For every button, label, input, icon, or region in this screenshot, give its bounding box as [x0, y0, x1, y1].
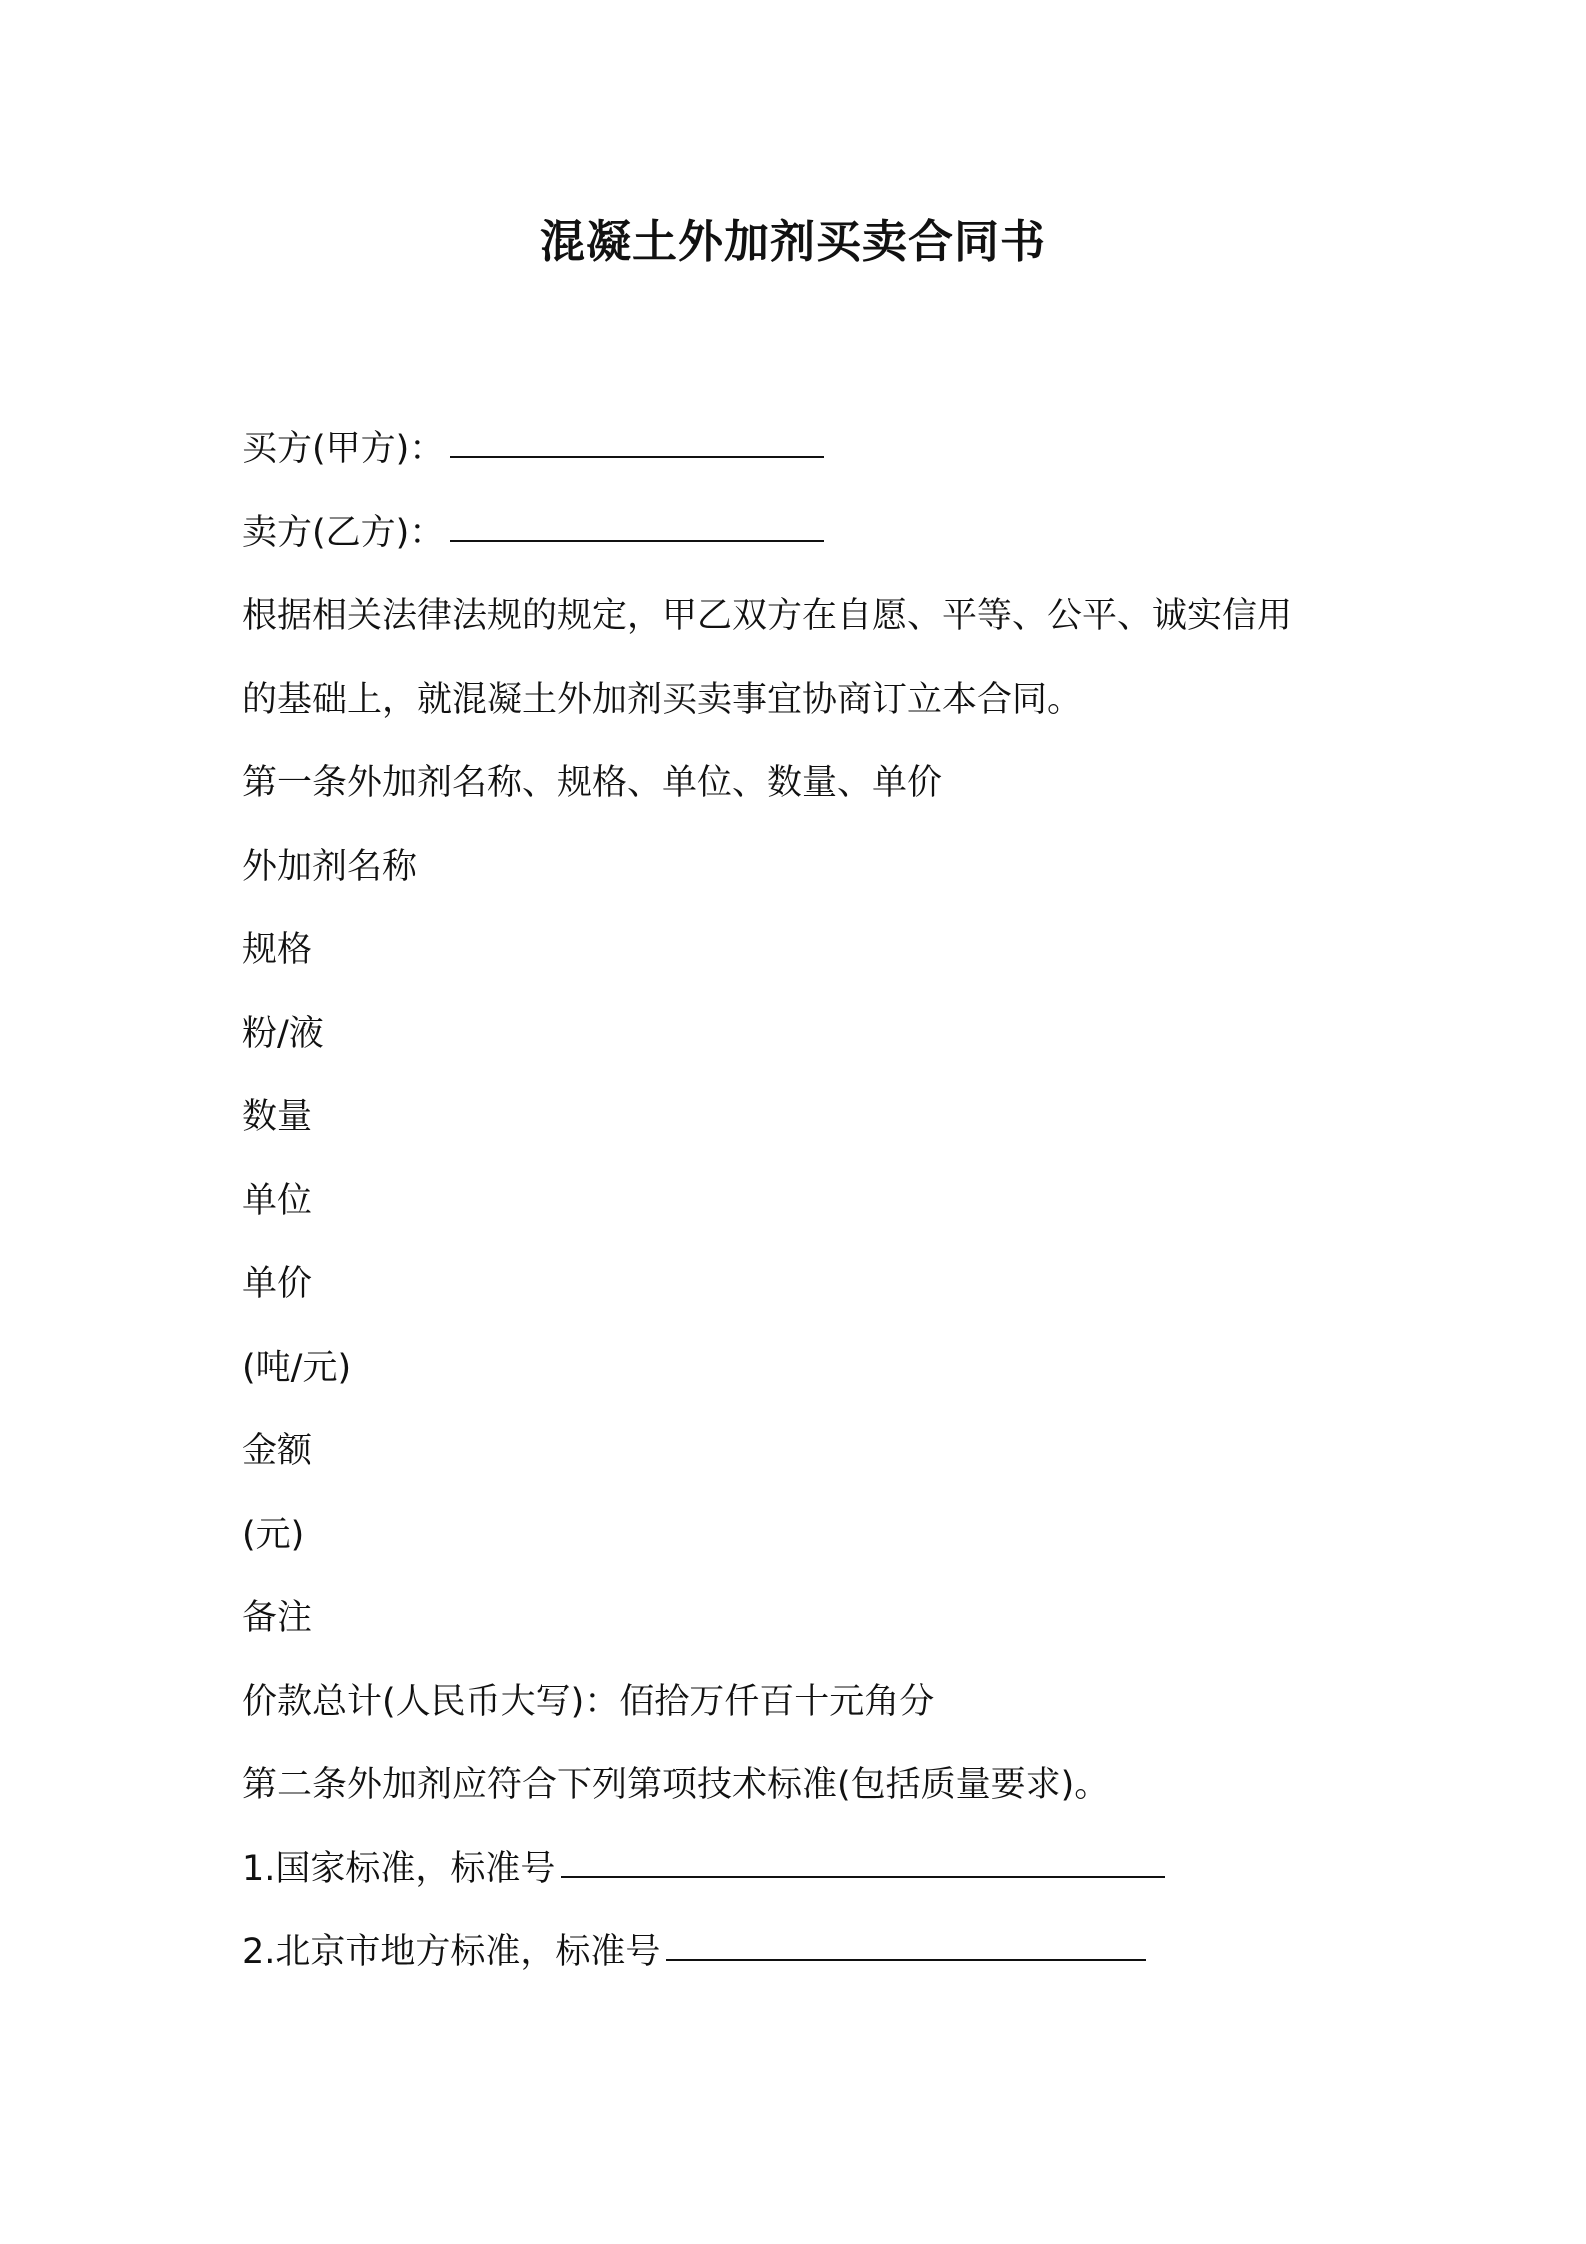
seller-label: 卖方(乙方)： [242, 512, 445, 553]
field-remarks: 备注 [242, 1598, 313, 1638]
standard-national-label: 1.国家标准，标准号 [242, 1848, 556, 1889]
article-2-heading: 第二条外加剂应符合下列第项技术标准(包括质量要求)。 [242, 1765, 1110, 1805]
field-amount-unit: (元) [242, 1514, 305, 1555]
field-unit-price: 单价 [242, 1264, 313, 1304]
seller-line [242, 492, 1372, 576]
buyer-label: 买方(甲方)： [242, 429, 445, 469]
field-form: 粉/液 [242, 1013, 324, 1054]
seller-blank [450, 539, 824, 542]
standard-beijing-label: 2.北京市地方标准，标准号 [242, 1932, 661, 1972]
field-amount: 金额 [242, 1431, 313, 1471]
field-name: 外加剂名称 [242, 846, 418, 887]
field-unit: 单位 [242, 1180, 313, 1221]
intro-line-1: 根据相关法律法规的规定，甲乙双方在自愿、平等、公平、诚实信用 [242, 596, 1293, 636]
field-unit-price-unit: (吨/元) [242, 1347, 352, 1388]
intro-line-2: 的基础上，就混凝土外加剂买卖事宜协商订立本合同。 [242, 679, 1083, 720]
total-price-line: 价款总计(人民币大写)：佰拾万仟百十元角分 [242, 1681, 935, 1722]
standard-national-blank [561, 1875, 1165, 1878]
article-1-heading: 第一条外加剂名称、规格、单位、数量、单价 [242, 763, 943, 803]
document-title: 混凝土外加剂买卖合同书 [539, 215, 1046, 268]
buyer-line [242, 408, 1372, 492]
standard-beijing-blank [666, 1958, 1146, 1961]
field-quantity: 数量 [242, 1097, 313, 1137]
document-body [242, 408, 1372, 1995]
standard-national-line [242, 1828, 1372, 1912]
buyer-blank [450, 455, 824, 458]
field-spec: 规格 [242, 930, 313, 970]
standard-beijing-line [242, 1911, 1372, 1995]
